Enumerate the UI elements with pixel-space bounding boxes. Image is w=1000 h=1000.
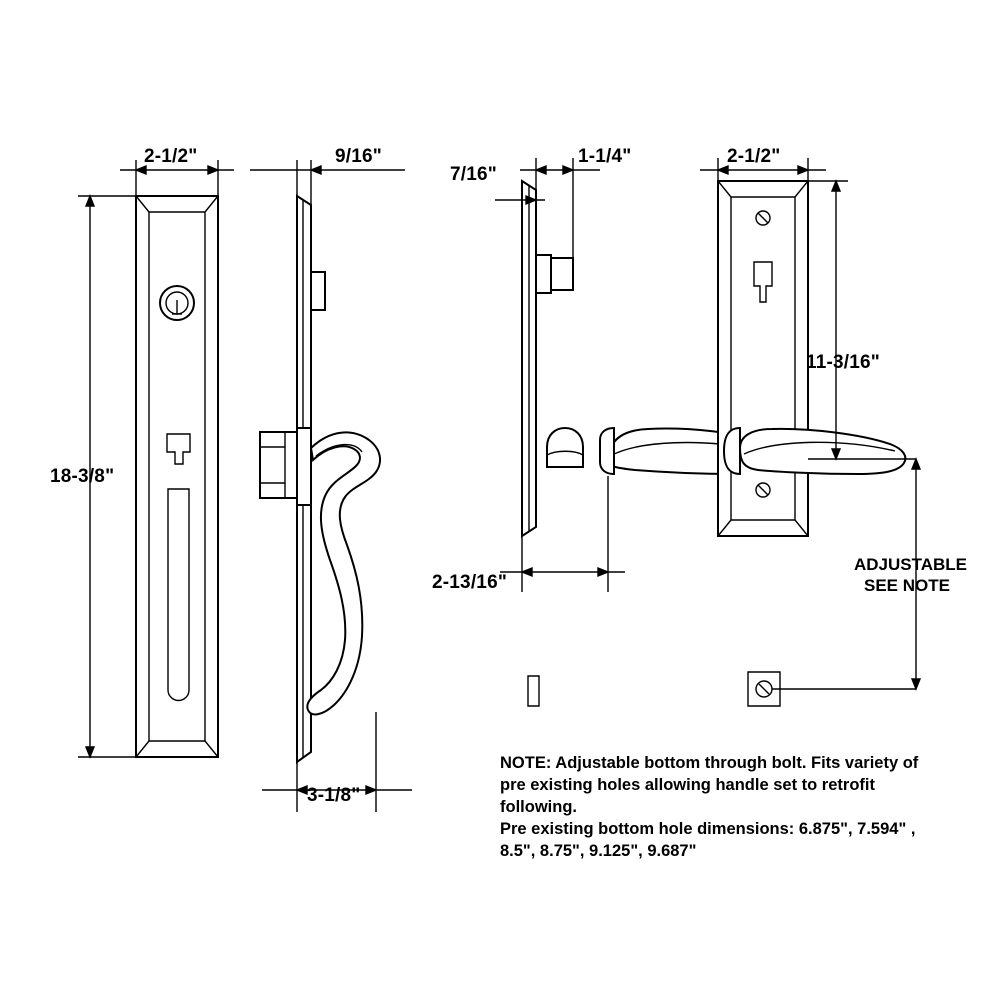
dimension-label-front-plate-width: 2-1/2" — [144, 146, 198, 167]
dimension-label-handle-projection: 3-1/8" — [307, 785, 361, 806]
dimension-label-front-plate-height: 18-3/8" — [50, 466, 115, 487]
dimension-label-interior-lever-projection: 2-13/16" — [432, 572, 508, 593]
through-bolt-detail-small — [528, 676, 539, 706]
dimension-interior-rose-offset — [495, 181, 545, 215]
callout-adjustable-line2: SEE NOTE — [864, 576, 950, 595]
note-line-3: following. — [500, 798, 577, 816]
dimension-label-interior-plate-width: 2-1/2" — [727, 146, 781, 167]
note-line-2: pre existing holes allowing handle set to retrofit — [500, 776, 875, 794]
note-line-1: NOTE: Adjustable bottom through bolt. Fits variety of — [500, 754, 919, 772]
note-line-5: 8.5", 8.75", 9.125", 9.687" — [500, 842, 697, 860]
note-line-4: Pre existing bottom hole dimensions: 6.875", 7.594" , — [500, 820, 916, 838]
dimension-label-interior-plate-width-small: 1-1/4" — [578, 146, 632, 167]
dimension-label-interior-rose-offset: 7/16" — [450, 164, 497, 185]
dimension-label-interior-plate-height: 11-3/16" — [806, 352, 881, 373]
dimension-interior-plate-height — [808, 181, 916, 459]
exterior-handle-side-view — [260, 196, 380, 762]
dimension-interior-lever-projection — [500, 476, 625, 592]
callout-adjustable-line1: ADJUSTABLE — [854, 555, 968, 574]
dimension-label-side-plate-thickness: 9/16" — [335, 146, 382, 167]
exterior-escutcheon-front-view — [136, 196, 218, 757]
